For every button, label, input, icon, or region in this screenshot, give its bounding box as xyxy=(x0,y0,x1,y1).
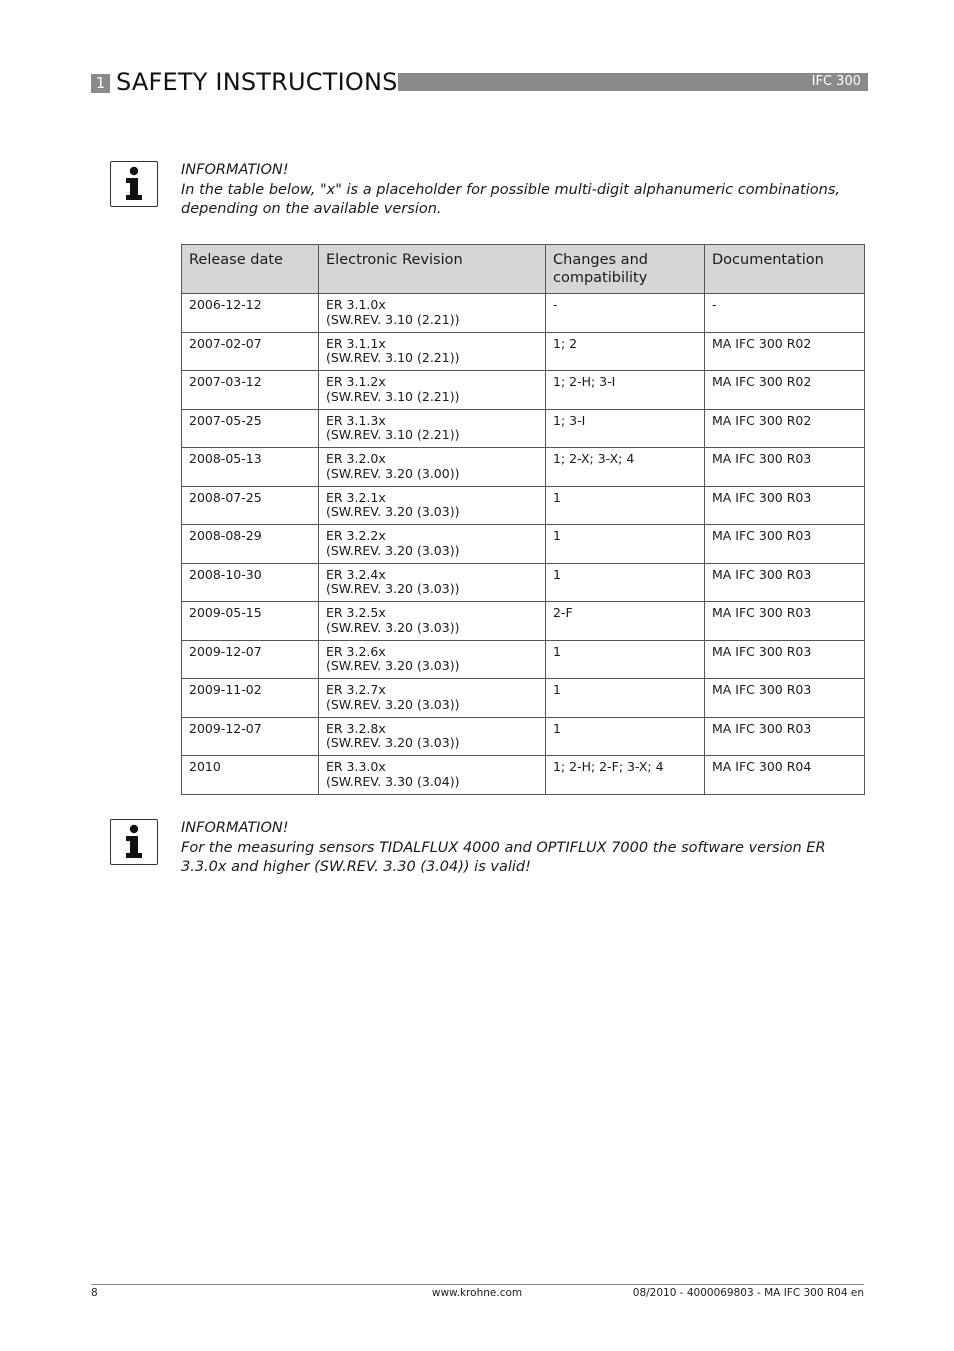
table-row xyxy=(182,409,865,448)
release-date-cell: 2008-10-30 xyxy=(182,563,319,602)
revision-table xyxy=(181,244,865,795)
footer-document-reference: 08/2010 - 4000069803 - MA IFC 300 R04 en xyxy=(632,1287,864,1299)
electronic-revision-cell xyxy=(319,525,546,564)
header-bar xyxy=(398,73,868,91)
release-date-cell: 2009-05-15 xyxy=(182,602,319,641)
software-revision: (SW.REV. 3.20 (3.03)) xyxy=(326,504,460,519)
column-header-documentation: Documentation xyxy=(705,245,865,294)
electronic-revision: ER 3.2.2x xyxy=(326,528,386,543)
electronic-revision-cell xyxy=(319,756,546,795)
software-revision: (SW.REV. 3.20 (3.03)) xyxy=(326,735,460,750)
electronic-revision-cell xyxy=(319,332,546,371)
release-date-cell: 2007-05-25 xyxy=(182,409,319,448)
electronic-revision-cell xyxy=(319,486,546,525)
electronic-revision-cell xyxy=(319,448,546,487)
software-revision: (SW.REV. 3.20 (3.03)) xyxy=(326,542,460,558)
information-heading: INFORMATION! xyxy=(181,162,289,178)
software-revision: (SW.REV. 3.20 (3.03)) xyxy=(326,658,460,673)
electronic-revision-cell xyxy=(319,563,546,602)
electronic-revision: ER 3.1.1x xyxy=(326,335,386,351)
changes-cell: 1; 2-X; 3-X; 4 xyxy=(546,448,705,487)
changes-cell: 1; 2-H; 3-I xyxy=(546,371,705,410)
table-row xyxy=(182,717,865,756)
changes-cell: 2-F xyxy=(546,602,705,641)
electronic-revision-cell xyxy=(319,679,546,718)
chapter-title: SAFETY INSTRUCTIONS xyxy=(116,68,398,96)
documentation-cell: MA IFC 300 R02 xyxy=(705,332,865,371)
software-revision: (SW.REV. 3.20 (3.03)) xyxy=(326,581,460,596)
release-date-cell: 2010 xyxy=(182,756,319,795)
footer-divider xyxy=(91,1284,864,1285)
release-date-cell: 2009-11-02 xyxy=(182,679,319,718)
column-header-release-date: Release date xyxy=(182,245,319,294)
changes-cell: 1 xyxy=(546,679,705,718)
changes-cell: 1; 2-H; 2-F; 3-X; 4 xyxy=(546,756,705,795)
product-label: IFC 300 xyxy=(811,74,861,89)
electronic-revision: ER 3.2.7x xyxy=(326,682,386,697)
electronic-revision-cell xyxy=(319,602,546,641)
release-date-cell: 2007-03-12 xyxy=(182,371,319,410)
release-date-cell: 2009-12-07 xyxy=(182,717,319,756)
changes-cell: 1 xyxy=(546,640,705,679)
table-row xyxy=(182,525,865,564)
information-icon xyxy=(110,161,158,207)
page-header xyxy=(91,68,868,96)
software-revision: (SW.REV. 3.10 (2.21)) xyxy=(326,388,460,404)
electronic-revision-cell xyxy=(319,409,546,448)
electronic-revision-cell xyxy=(319,717,546,756)
documentation-cell: MA IFC 300 R03 xyxy=(705,525,865,564)
changes-cell: 1; 3-I xyxy=(546,409,705,448)
electronic-revision: ER 3.2.5x xyxy=(326,605,386,620)
electronic-revision: ER 3.2.1x xyxy=(326,489,386,505)
footer-website: www.krohne.com xyxy=(431,1287,523,1299)
software-revision: (SW.REV. 3.20 (3.00)) xyxy=(326,465,460,481)
column-header-changes: Changes and compatibility xyxy=(546,245,705,294)
table-row xyxy=(182,563,865,602)
electronic-revision: ER 3.1.3x xyxy=(326,412,386,428)
table-row xyxy=(182,756,865,795)
information-text xyxy=(181,161,871,220)
electronic-revision-cell xyxy=(319,294,546,333)
electronic-revision-cell xyxy=(319,640,546,679)
software-revision: (SW.REV. 3.10 (2.21)) xyxy=(326,311,460,327)
documentation-cell: MA IFC 300 R03 xyxy=(705,717,865,756)
release-date-cell: 2008-07-25 xyxy=(182,486,319,525)
software-revision: (SW.REV. 3.20 (3.03)) xyxy=(326,696,460,712)
documentation-cell: MA IFC 300 R03 xyxy=(705,448,865,487)
documentation-cell: MA IFC 300 R03 xyxy=(705,486,865,525)
documentation-cell: MA IFC 300 R03 xyxy=(705,640,865,679)
electronic-revision: ER 3.2.0x xyxy=(326,451,386,466)
software-revision: (SW.REV. 3.10 (2.21)) xyxy=(326,427,460,442)
changes-cell: 1 xyxy=(546,563,705,602)
column-header-electronic-revision: Electronic Revision xyxy=(319,245,546,294)
release-date-cell: 2008-05-13 xyxy=(182,448,319,487)
changes-cell: 1 xyxy=(546,525,705,564)
table-row xyxy=(182,602,865,641)
documentation-cell: MA IFC 300 R02 xyxy=(705,371,865,410)
table-header-row xyxy=(182,245,865,294)
table-row xyxy=(182,679,865,718)
table-row xyxy=(182,640,865,679)
electronic-revision: ER 3.2.8x xyxy=(326,720,386,736)
documentation-cell: MA IFC 300 R03 xyxy=(705,563,865,602)
information-icon xyxy=(110,819,158,865)
information-body: In the table below, "x" is a placeholder for possible multi-digit alphanumeric combinations, depending on the available version. xyxy=(181,181,840,217)
documentation-cell: MA IFC 300 R03 xyxy=(705,602,865,641)
changes-cell: 1 xyxy=(546,717,705,756)
electronic-revision: ER 3.2.4x xyxy=(326,566,386,582)
table-row xyxy=(182,371,865,410)
electronic-revision: ER 3.2.6x xyxy=(326,643,386,659)
release-date-cell: 2007-02-07 xyxy=(182,332,319,371)
release-date-cell: 2006-12-12 xyxy=(182,294,319,333)
documentation-cell: MA IFC 300 R02 xyxy=(705,409,865,448)
changes-cell: 1 xyxy=(546,486,705,525)
information-text xyxy=(181,819,871,878)
information-heading: INFORMATION! xyxy=(181,820,289,836)
electronic-revision: ER 3.1.2x xyxy=(326,374,386,389)
documentation-cell: MA IFC 300 R03 xyxy=(705,679,865,718)
electronic-revision: ER 3.3.0x xyxy=(326,759,386,774)
table-row xyxy=(182,486,865,525)
electronic-revision: ER 3.1.0x xyxy=(326,297,386,312)
information-body: For the measuring sensors TIDALFLUX 4000 and OPTIFLUX 7000 the software version ER 3.3.0x and higher (SW.REV. 3.30 (3.04)) is valid! xyxy=(181,839,826,875)
documentation-cell: - xyxy=(705,294,865,333)
changes-cell: 1; 2 xyxy=(546,332,705,371)
documentation-cell: MA IFC 300 R04 xyxy=(705,756,865,795)
software-revision: (SW.REV. 3.20 (3.03)) xyxy=(326,619,460,635)
table-row xyxy=(182,294,865,333)
changes-cell: - xyxy=(546,294,705,333)
page-number: 8 xyxy=(91,1287,98,1299)
release-date-cell: 2008-08-29 xyxy=(182,525,319,564)
software-revision: (SW.REV. 3.30 (3.04)) xyxy=(326,773,460,789)
table-row xyxy=(182,332,865,371)
release-date-cell: 2009-12-07 xyxy=(182,640,319,679)
electronic-revision-cell xyxy=(319,371,546,410)
chapter-number-badge: 1 xyxy=(91,74,110,93)
table-row xyxy=(182,448,865,487)
software-revision: (SW.REV. 3.10 (2.21)) xyxy=(326,350,460,365)
